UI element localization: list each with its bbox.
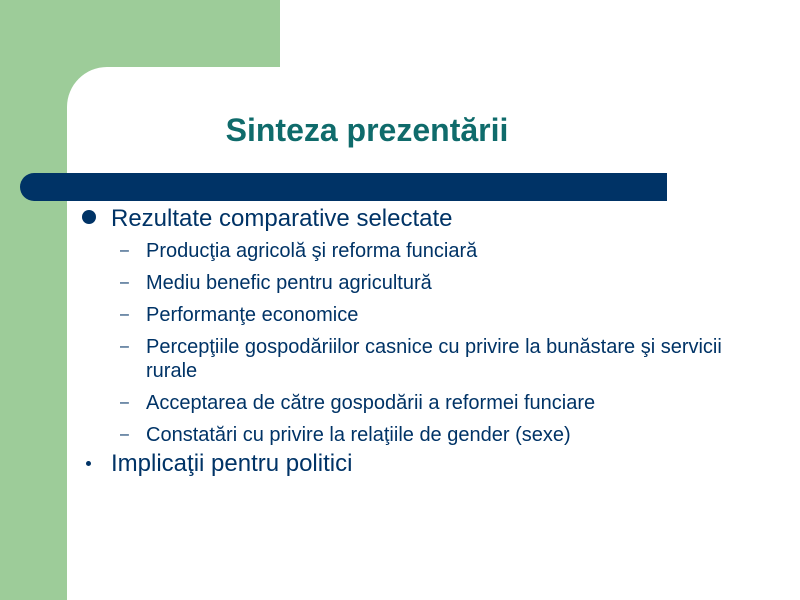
- bullet-dot-icon: [82, 210, 96, 224]
- bullet-dot-icon: [86, 461, 91, 466]
- title-underline-bar: [20, 173, 667, 201]
- sub-bullet-2: [80, 271, 780, 295]
- dash-icon: –: [120, 242, 129, 259]
- sub-bullet-2-text: Mediu benefic pentru agricultură: [146, 272, 432, 294]
- slide-title: Sinteza prezentării: [225, 112, 509, 148]
- sub-bullet-5: [80, 391, 706, 415]
- sub-bullet-4-text: Percepţiile gospodăriilor casnice cu privire la bunăstare şi servicii rurale: [146, 336, 722, 382]
- bullet-1-text: Rezultate comparative selectate: [111, 205, 453, 232]
- bullet-2-text: Implicaţii pentru politici: [111, 450, 353, 477]
- sub-bullet-5-text: Acceptarea de către gospodării a reformei funciare: [146, 392, 596, 414]
- bullet-2: [80, 449, 780, 479]
- dash-icon: –: [120, 306, 129, 323]
- dash-icon: –: [120, 394, 129, 411]
- sub-bullet-3-text: Performanţe economice: [146, 304, 359, 326]
- sub-bullet-1-text: Producţia agricolă şi reforma funciară: [146, 240, 478, 262]
- bullet-1: [80, 204, 780, 234]
- sub-bullet-3: [80, 303, 780, 327]
- sub-bullet-6: [80, 423, 780, 447]
- sub-bullet-1: [80, 239, 780, 263]
- sub-bullet-6-text: Constatări cu privire la relaţiile de gender (sexe): [146, 424, 571, 446]
- dash-icon: –: [120, 274, 129, 291]
- slide-content: [80, 204, 780, 479]
- dash-icon: –: [120, 426, 129, 443]
- sub-bullet-4: [80, 335, 766, 383]
- dash-icon: –: [120, 338, 129, 355]
